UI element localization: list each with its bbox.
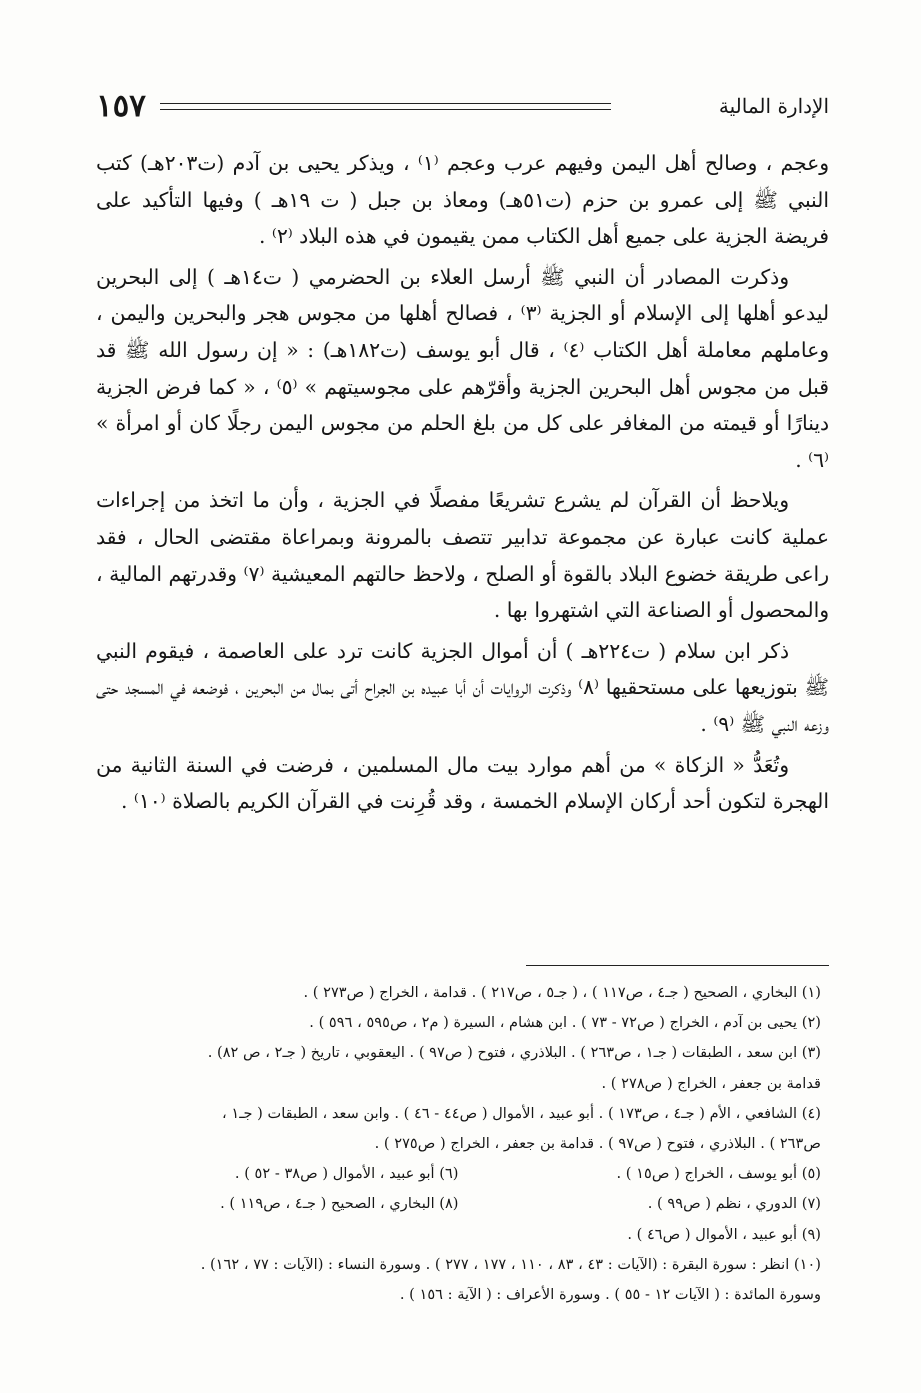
footnote-continuation: ص٢٦٣ ) . البلاذري ، فتوح ( ص٩٧ ) . قدامة بن جعفر ، الخراج ( ص٢٧٥ ) . bbox=[374, 1135, 821, 1153]
paragraph: وعجم ، وصالح أهل اليمن وفيهم عرب وعجم ⁽١⁾ ، ويذكر يحيى بن آدم (ت٢٠٣هـ) كتب النبي ﷺ إلى عمرو بن حزم (ت٥١هـ) ومعاذ بن جبل ( ت ١٩هـ ) وفيها التأكيد على فريضة الجزية على جميع أهل الكتاب ممن يقيمون في هذه البلاد ⁽٢⁾ . bbox=[96, 151, 829, 249]
footnote: (٩) أبو عبيد ، الأموال ( ص٤٦ ) . bbox=[627, 1225, 821, 1243]
paragraph: وتُعَدُّ « الزكاة » من أهم موارد بيت مال المسلمين ، فرضت في السنة الثانية من الهجرة لتكون أحد أركان الإسلام الخمسة ، وقد قُرِنت في القرآن الكريم بالصلاة ⁽١٠⁾ . bbox=[96, 752, 829, 814]
footnote: (١٠) انظر : سورة البقرة : (الآيات : ٤٣ ، ٨٣ ، ١١٠ ، ١٧٧ ، ٢٧٧ ) . وسورة النساء : (الآيات : ٧٧ ، ١٦٢) . bbox=[200, 1255, 821, 1273]
footnote-continuation: قدامة بن جعفر ، الخراج ( ص٢٧٨ ) . bbox=[601, 1074, 821, 1092]
page-header bbox=[96, 88, 829, 128]
footnote-row bbox=[96, 1189, 821, 1219]
main-text bbox=[96, 145, 829, 820]
footnote: (٣) ابن سعد ، الطبقات ( جـ١ ، ص٢٦٣ ) . البلاذري ، فتوح ( ص٩٧ ) . اليعقوبي ، تاريخ ( جـ٢ ، ص ٨٢) . bbox=[207, 1044, 821, 1062]
footnote-continuation: وسورة المائدة : ( الآيات ١٢ - ٥٥ ) . وسورة الأعراف : ( الآية : ١٥٦ ) . bbox=[399, 1286, 821, 1304]
footnote: (٦) أبو عبيد ، الأموال ( ص٣٨ - ٥٢ ) . bbox=[234, 1165, 459, 1183]
footnote: (١) البخاري ، الصحيح ( جـ٤ ، ص١١٧ ) ، ( جـ٥ ، ص٢١٧ ) . قدامة ، الخراج ( ص٢٧٣ ) . bbox=[303, 984, 821, 1001]
footnote: (٧) الدوري ، نظم ( ص٩٩ ) . bbox=[647, 1195, 821, 1213]
page-number: ١٥٧ bbox=[96, 88, 146, 124]
header-rule-top bbox=[160, 103, 611, 104]
paragraph: وذكرت المصادر أن النبي ﷺ أرسل العلاء بن الحضرمي ( ت١٤هـ ) إلى البحرين ليدعو أهلها إلى الإسلام أو الجزية ⁽٣⁾ ، فصالح أهلها من مجوس هجر والبحرين واليمن ، وعاملهم معاملة أهل الكتاب ⁽٤⁾ ، قال أبو يوسف (ت١٨٢هـ) : « إن رسول الله ﷺ قد قبل من مجوس أهل البحرين الجزية وأقرّهم على مجوسيتهم » ⁽٥⁾ ، « كما فرض الجزية دينارًا أو قيمته من المغافر على كل من بلغ الحلم من مجوس اليمن رجلًا كان أو امرأة » ⁽٦⁾ . bbox=[96, 264, 830, 472]
footnote: (٥) أبو يوسف ، الخراج ( ص١٥ ) . bbox=[616, 1165, 821, 1183]
running-title: الإدارة المالية bbox=[718, 94, 829, 118]
footnotes bbox=[96, 978, 821, 1310]
footnote-separator bbox=[526, 965, 829, 966]
paragraph: ذكر ابن سلام ( ت٢٢٤هـ ) أن أموال الجزية كانت ترد على العاصمة ، فيقوم النبي ﷺ بتوزيعها على مستحقيها ⁽٨⁾ وذكرت الروايات أن أبا عبيده بن الجراح أتى بمال من البحرين ، فوضعه في المسجد حتى وزعه النبي ﷺ ⁽٩⁾ . bbox=[96, 638, 830, 736]
footnote: (٨) البخاري ، الصحيح ( جـ٤ ، ص١١٩ ) . bbox=[220, 1195, 459, 1213]
footnote-row bbox=[96, 1159, 821, 1189]
paragraph: ويلاحظ أن القرآن لم يشرع تشريعًا مفصلًا في الجزية ، وأن ما اتخذ من إجراءات عملية كانت عبارة عن مجموعة تدابير تتصف بالمرونة وبمراعاة مقتضى الحال ، فقد راعى طريقة خضوع البلاد بالقوة أو الصلح ، ولاحظ حالتهم المعيشية ⁽٧⁾ وقدرتهم المالية ، والمحصول أو الصناعة التي اشتهروا بها . bbox=[96, 488, 829, 623]
header-rule-bottom bbox=[160, 109, 611, 110]
footnote: (٤) الشافعي ، الأم ( جـ٤ ، ص١٧٣ ) . أبو عبيد ، الأموال ( ص٤٤ - ٤٦ ) . وابن سعد ، الطبقات ( جـ١ ، bbox=[221, 1104, 821, 1122]
footnote: (٢) يحيى بن آدم ، الخراج ( ص٧٢ - ٧٣ ) . ابن هشام ، السيرة ( م٢ ، ص٥٩٥ ، ٥٩٦ ) . bbox=[309, 1014, 821, 1032]
